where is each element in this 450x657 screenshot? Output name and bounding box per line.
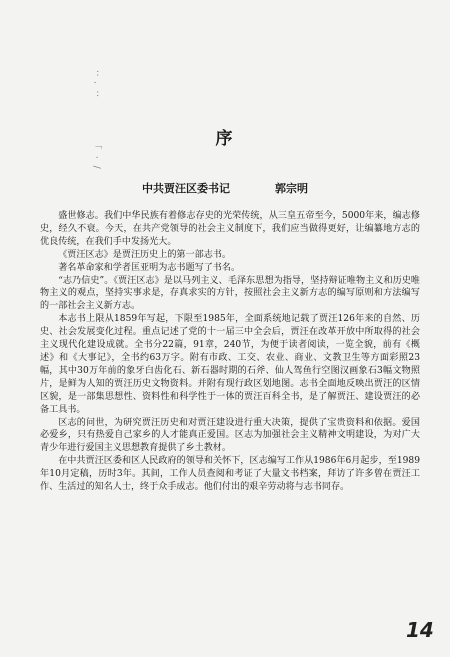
margin-note: 「 · / [91,140,101,171]
margin-note: ：· ： [89,70,99,102]
author-name: 郭宗明 [275,182,308,195]
paragraph: 《贾汪区志》是贾汪历史上的第一部志书。 [58,249,231,260]
paragraph: 本志书上限从1859年写起，下限至1985年，全面系统地记载了贾汪126年来的自然、历史、社会发展变化过程。重点记述了党的十一届三中全会后，贾汪在改革开放中所取得的社会主义现代化建设成就。全书分22篇，91章，240节，为便于读者阅读，一览全貌，前有《概述》和《大事记》，全书约63万字。附有市政、工交、农业、商业、文教卫生等方面彩照23幅，其中30万年前的象牙白齿化石、新石器时期的石斧、仙人驾鱼行空图汉画象石3幅文物照片，是鲜为人知的贾汪历史文物资料。并附有现行政区划地图。志书全面地反映出贾汪的区情区貌，是一部集思想性、资料性和科学性于一体的贾汪百科全书，是了解贾汪、建设贾汪的必备工具书。 [40,314,420,415]
paragraph: 在中共贾汪区委和区人民政府的领导和关怀下，区志编写工作从1986年6月起步，至1989年10月定稿，历时3年。其间，工作人员查阅和考证了大量文书档案，拜访了许多曾在贾汪工作、生活过的知名人士，终于众手成志。他们付出的艰辛劳动将与志书同存。 [40,456,420,493]
paragraph: 盛世修志。我们中华民族有着修志存史的光荣传统，从三皇五帝至今，5000年来，编志修史，经久不衰。今天，在共产党领导的社会主义制度下，我们应当做得更好，让编纂地方志的优良传统，在我们手中发扬光大。 [40,211,420,247]
paragraph: “志乃信史”。《贾汪区志》是以马列主义、毛泽东思想为指导，坚持辩证唯物主义和历史唯物主义的观点，坚持实事求是，存真求实的方针，按照社会主义新方志的编写原则和方法编写的一部社会主义新方志。 [40,275,420,312]
paragraph: 著名革命家和学者匡亚明为志书题写了书名。 [58,262,241,273]
paragraph: 区志的问世，为研究贾汪历史和对贾汪建设进行重大决策，提供了宝贵资料和依据。爱国必爱乡，只有热爱自己家乡的人才能真正爱国。区志为加强社会主义精神文明建设，为对广大青少年进行爱国主义思想教育提供了乡土教材。 [40,417,420,454]
page-number: 14 [406,618,434,642]
preface-body [40,210,420,494]
author-position: 中共贾汪区委书记 [142,182,230,195]
page-title: 序 [215,129,235,149]
